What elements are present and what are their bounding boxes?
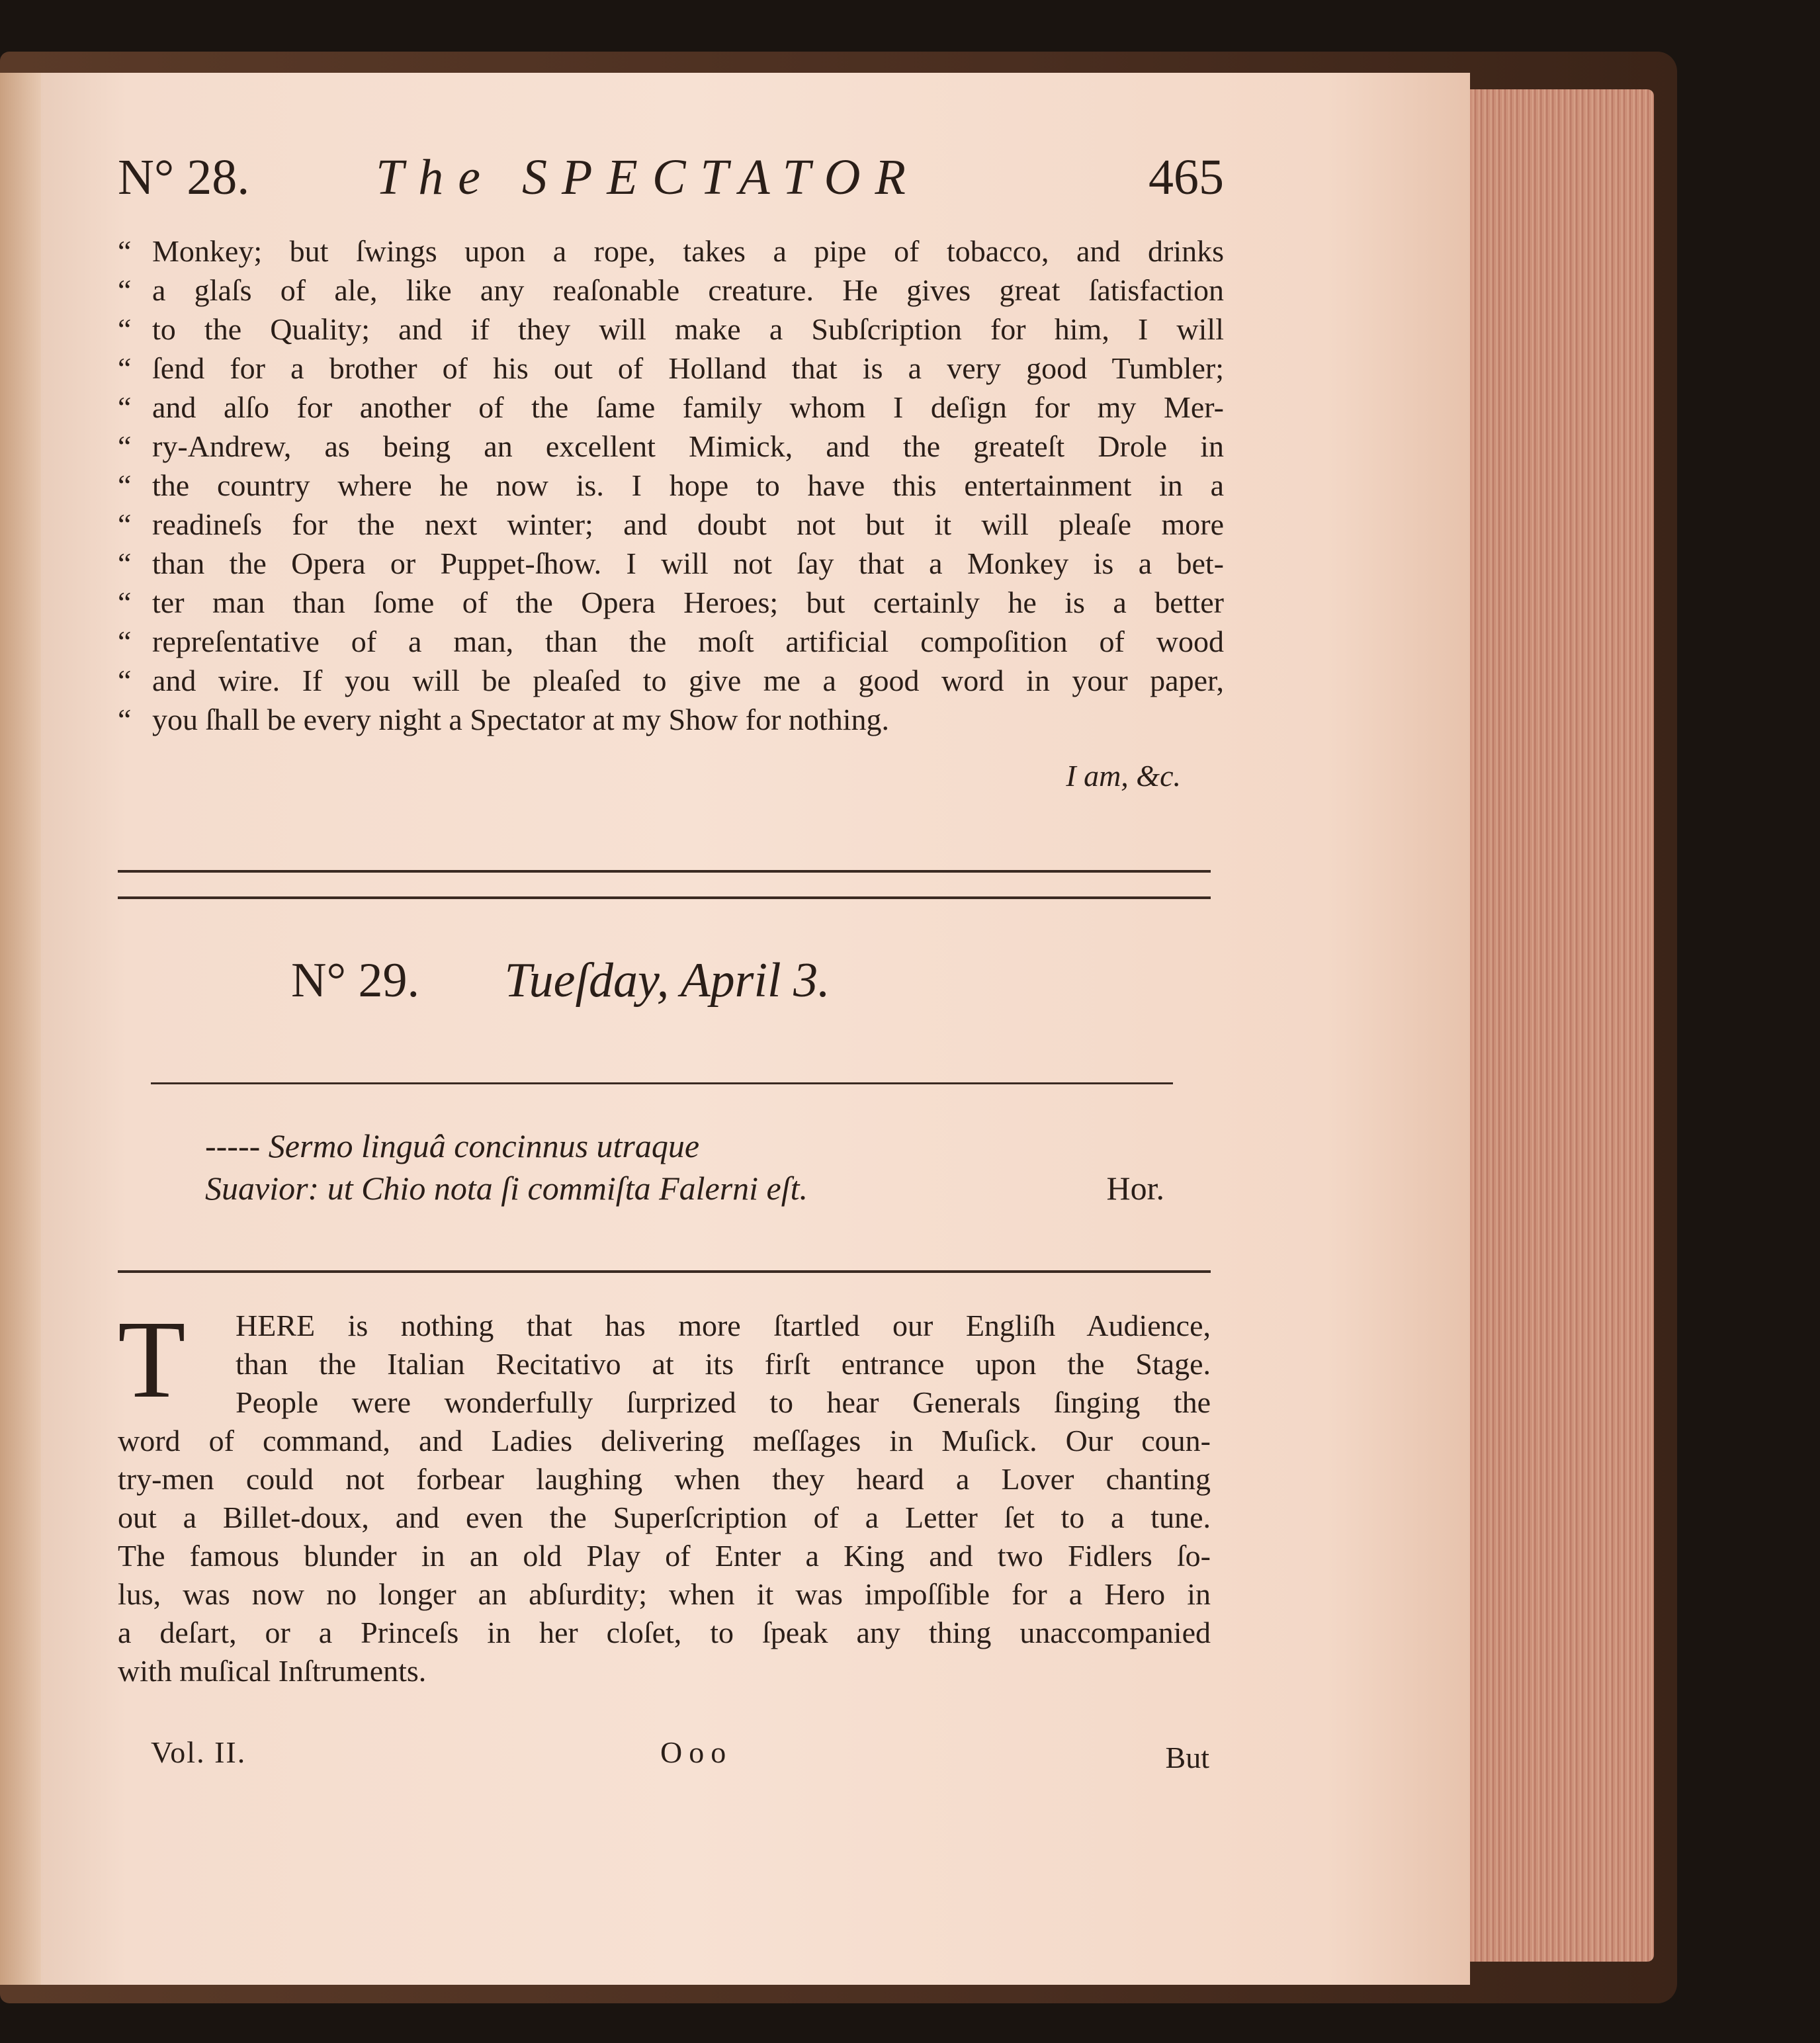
essay-line: lus, was now no longer an abſurdity; when it was impoſſible for a Hero in [118, 1577, 1211, 1611]
quote-mark: “ [118, 625, 132, 658]
essay-line: try-men could not forbear laughing when they heard a Lover chanting [118, 1462, 1211, 1496]
motto-attribution: Hor. [1106, 1170, 1164, 1207]
letter-line [118, 583, 1224, 622]
essay-line: The famous blunder in an old Play of Enter a King and two Fidlers ſo- [118, 1539, 1211, 1573]
drop-cap: T [118, 1298, 186, 1421]
quote-mark: “ [118, 312, 132, 346]
letter-line [118, 544, 1224, 583]
volume-label: Vol. II. [151, 1735, 247, 1769]
letter-line-text: the country where he now is. I hope to have this entertainment in a [152, 468, 1224, 502]
header-title: The SPECTATOR [376, 150, 920, 205]
motto-line-1: ----- Sermo linguâ concinnus utraque [205, 1127, 700, 1164]
letter-line [118, 310, 1224, 349]
quote-mark: “ [118, 273, 132, 307]
motto [205, 1125, 1184, 1209]
quote-mark: “ [118, 546, 132, 580]
essay-paragraph [118, 1298, 1211, 1690]
header-issue-number: N° 28. [118, 150, 250, 205]
essay-line: People were wonderfully ſurprized to hear Generals ſinging the [236, 1385, 1211, 1419]
letter-line-text: ſend for a brother of his out of Holland that is a very good Tumbler; [152, 351, 1224, 385]
issue-number: N° 29. [291, 953, 420, 1008]
issue-heading [291, 953, 830, 1009]
letter-line [118, 700, 1224, 739]
quote-mark: “ [118, 703, 132, 736]
running-header [118, 149, 1224, 215]
rule-below-motto [118, 1270, 1211, 1273]
letter-line [118, 505, 1224, 544]
letter-line-text: and alſo for another of the ſame family whom I deſign for my Mer- [152, 390, 1224, 424]
quote-mark: “ [118, 468, 132, 502]
letter-line-text: readineſs for the next winter; and doubt not but it will pleaſe more [152, 507, 1224, 541]
signature-mark: Ooo [660, 1735, 733, 1769]
letter-line [118, 271, 1224, 310]
quote-mark: “ [118, 586, 132, 619]
letter-line-text: ter man than ſome of the Opera Heroes; but certainly he is a better [152, 586, 1224, 619]
essay-line: HERE is nothing that has more ſtartled our Engliſh Audience, [236, 1309, 1211, 1342]
essay-line: a deſart, or a Princeſs in her cloſet, to ſpeak any thing unaccompanied [118, 1616, 1211, 1649]
catchword: But [1165, 1741, 1209, 1774]
essay-line: out a Billet-doux, and even the Superſcription of a Letter ſet to a tune. [118, 1500, 1211, 1534]
quote-mark: “ [118, 664, 132, 697]
letter-line [118, 622, 1224, 661]
quote-mark: “ [118, 390, 132, 424]
rule-double-top [118, 870, 1211, 873]
left-page-sliver [0, 73, 41, 1985]
letter-line-text: and wire. If you will be pleaſed to give me a good word in your paper, [152, 664, 1224, 697]
letter-line-text: a glaſs of ale, like any reaſonable creature. He gives great ſatisfaction [152, 273, 1224, 307]
motto-line-2: Suavior: ut Chio nota ſi commiſta Falerni eſt. [205, 1170, 808, 1207]
letter-line [118, 349, 1224, 388]
letter-line-text: than the Opera or Puppet-ſhow. I will not ſay that a Monkey is a bet- [152, 546, 1224, 580]
letter-line [118, 466, 1224, 505]
page-edges [1465, 89, 1654, 1962]
letter-signoff: I am, &c. [1066, 759, 1181, 793]
essay-line: than the Italian Recitativo at its firſt entrance upon the Stage. [236, 1347, 1211, 1381]
quote-mark: “ [118, 507, 132, 541]
issue-date: Tueſday, April 3. [504, 953, 830, 1008]
rule-below-issue [151, 1082, 1173, 1084]
rule-double-bottom [118, 896, 1211, 899]
letter-line-text: repreſentative of a man, than the moſt artificial compoſition of wood [152, 625, 1224, 658]
quote-mark: “ [118, 234, 132, 268]
letter-line-text: to the Quality; and if they will make a Subſcription for him, I will [152, 312, 1224, 346]
quote-mark: “ [118, 351, 132, 385]
quote-mark: “ [118, 429, 132, 463]
letter-line-text: ry-Andrew, as being an excellent Mimick, and the greateſt Drole in [152, 429, 1224, 463]
letter-line [118, 661, 1224, 700]
essay-line: word of command, and Ladies delivering meſſages in Muſick. Our coun- [118, 1424, 1211, 1457]
letter-line [118, 388, 1224, 427]
essay-line: with muſical Inſtruments. [118, 1654, 427, 1688]
letter-line [118, 232, 1224, 271]
letter-text [118, 232, 1224, 739]
letter-line [118, 427, 1224, 466]
letter-line-text: Monkey; but ſwings upon a rope, takes a pipe of tobacco, and drinks [152, 234, 1224, 268]
letter-line-text: you ſhall be every night a Spectator at my Show for nothing. [152, 703, 889, 736]
page-number: 465 [1148, 150, 1224, 205]
